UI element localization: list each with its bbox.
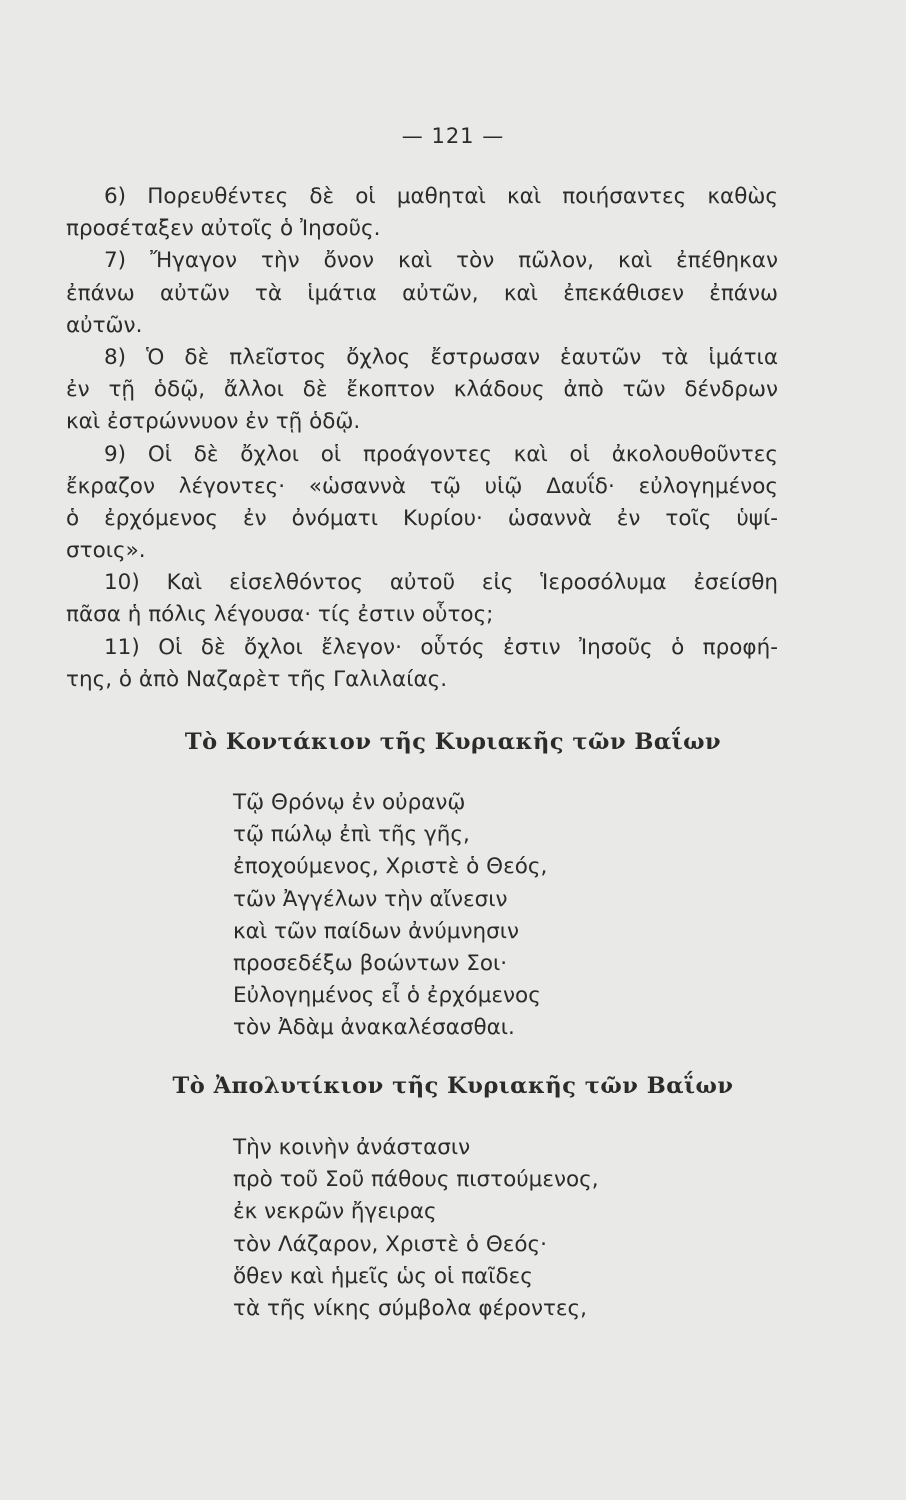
prose-line: 9) Οἱ δὲ ὄχλοι οἱ προάγοντες καὶ οἱ ἀκολουθοῦντες <box>104 441 778 467</box>
kontakion-line: ἐποχούμενος, Χριστὲ ὁ Θεός, <box>233 854 548 880</box>
prose-line: 7) Ἤγαγον τὴν ὄνον καὶ τὸν πῶλον, καὶ ἐπέθηκαν <box>104 248 778 274</box>
kontakion-line: τὸν Ἀδὰμ ἀνακαλέσασθαι. <box>233 1015 515 1041</box>
prose-line: πᾶσα ἡ πόλις λέγουσα· τίς ἐστιν οὗτος; <box>66 602 494 628</box>
apolytikion-line: ἐκ νεκρῶν ἤγειρας <box>233 1199 437 1225</box>
apolytikion-line: ὅθεν καὶ ἡμεῖς ὡς οἱ παῖδες <box>233 1263 533 1289</box>
kontakion-line: Τῷ Θρόνῳ ἐν οὐρανῷ <box>233 790 466 815</box>
kontakion-line: προσεδέξω βοώντων Σοι· <box>233 950 508 976</box>
prose-line: 8) Ὁ δὲ πλεῖστος ὄχλος ἔστρωσαν ἑαυτῶν τὰ ἱμάτια <box>104 344 778 370</box>
apolytikion-line: πρὸ τοῦ Σοῦ πάθους πιστούμενος, <box>233 1167 599 1193</box>
prose-line: προσέταξεν αὐτοῖς ὁ Ἰησοῦς. <box>66 216 381 242</box>
apolytikion-line: Τὴν κοινὴν ἀνάστασιν <box>233 1135 471 1160</box>
prose-line: καὶ ἐστρώννυον ἐν τῇ ὁδῷ. <box>66 409 361 435</box>
prose-line: αὐτῶν. <box>66 312 143 338</box>
prose-line: ἐπάνω αὐτῶν τὰ ἱμάτια αὐτῶν, καὶ ἐπεκάθισεν ἐπάνω <box>66 280 778 306</box>
apolytikion-line: τὰ τῆς νίκης σύμβολα φέροντες, <box>233 1295 587 1321</box>
apolytikion-line: τὸν Λάζαρον, Χριστὲ ὁ Θεός· <box>233 1231 547 1257</box>
prose-line: της, ὁ ἀπὸ Ναζαρὲτ τῆς Γαλιλαίας. <box>66 666 448 692</box>
kontakion-heading: Τὸ Κοντάκιον τῆς Κυριακῆς τῶν Βαΐων <box>184 729 722 755</box>
kontakion-line: καὶ τῶν παίδων ἀνύμνησιν <box>233 918 519 944</box>
prose-line: 10) Καὶ εἰσελθόντος αὐτοῦ εἰς Ἱεροσόλυμα ἐσείσθη <box>104 570 778 596</box>
apolytikion-verse <box>233 1132 599 1325</box>
kontakion-line: τῶν Ἀγγέλων τὴν αἴνεσιν <box>233 886 508 912</box>
apolytikion-heading: Τὸ Ἀπολυτίκιον τῆς Κυριακῆς τῶν Βαΐων <box>172 1073 734 1099</box>
prose-line: 6) Πορευθέντες δὲ οἱ μαθηταὶ καὶ ποιήσαντες καθὼς <box>104 184 778 209</box>
gospel-text <box>66 181 778 696</box>
prose-line: ὁ ἐρχόμενος ἐν ὀνόματι Κυρίου· ὡσαννὰ ἐν τοῖς ὑψί- <box>66 505 778 531</box>
kontakion-line: Εὐλογημένος εἶ ὁ ἐρχόμενος <box>233 983 541 1009</box>
prose-line: 11) Οἱ δὲ ὄχλοι ἔλεγον· οὗτός ἐστιν Ἰησοῦς ὁ προφή- <box>104 634 778 660</box>
page-number: — 121 — <box>401 124 505 148</box>
prose-line: ἔκραζον λέγοντες· «ὡσαννὰ τῷ υἱῷ Δαυΐδ· εὐλογημένος <box>66 473 778 499</box>
prose-line: στοις». <box>66 538 146 564</box>
kontakion-line: τῷ πώλῳ ἐπὶ τῆς γῆς, <box>233 822 470 848</box>
kontakion-verse <box>233 787 547 1045</box>
prose-line: ἐν τῇ ὁδῷ, ἄλλοι δὲ ἔκοπτον κλάδους ἀπὸ τῶν δένδρων <box>66 377 778 403</box>
